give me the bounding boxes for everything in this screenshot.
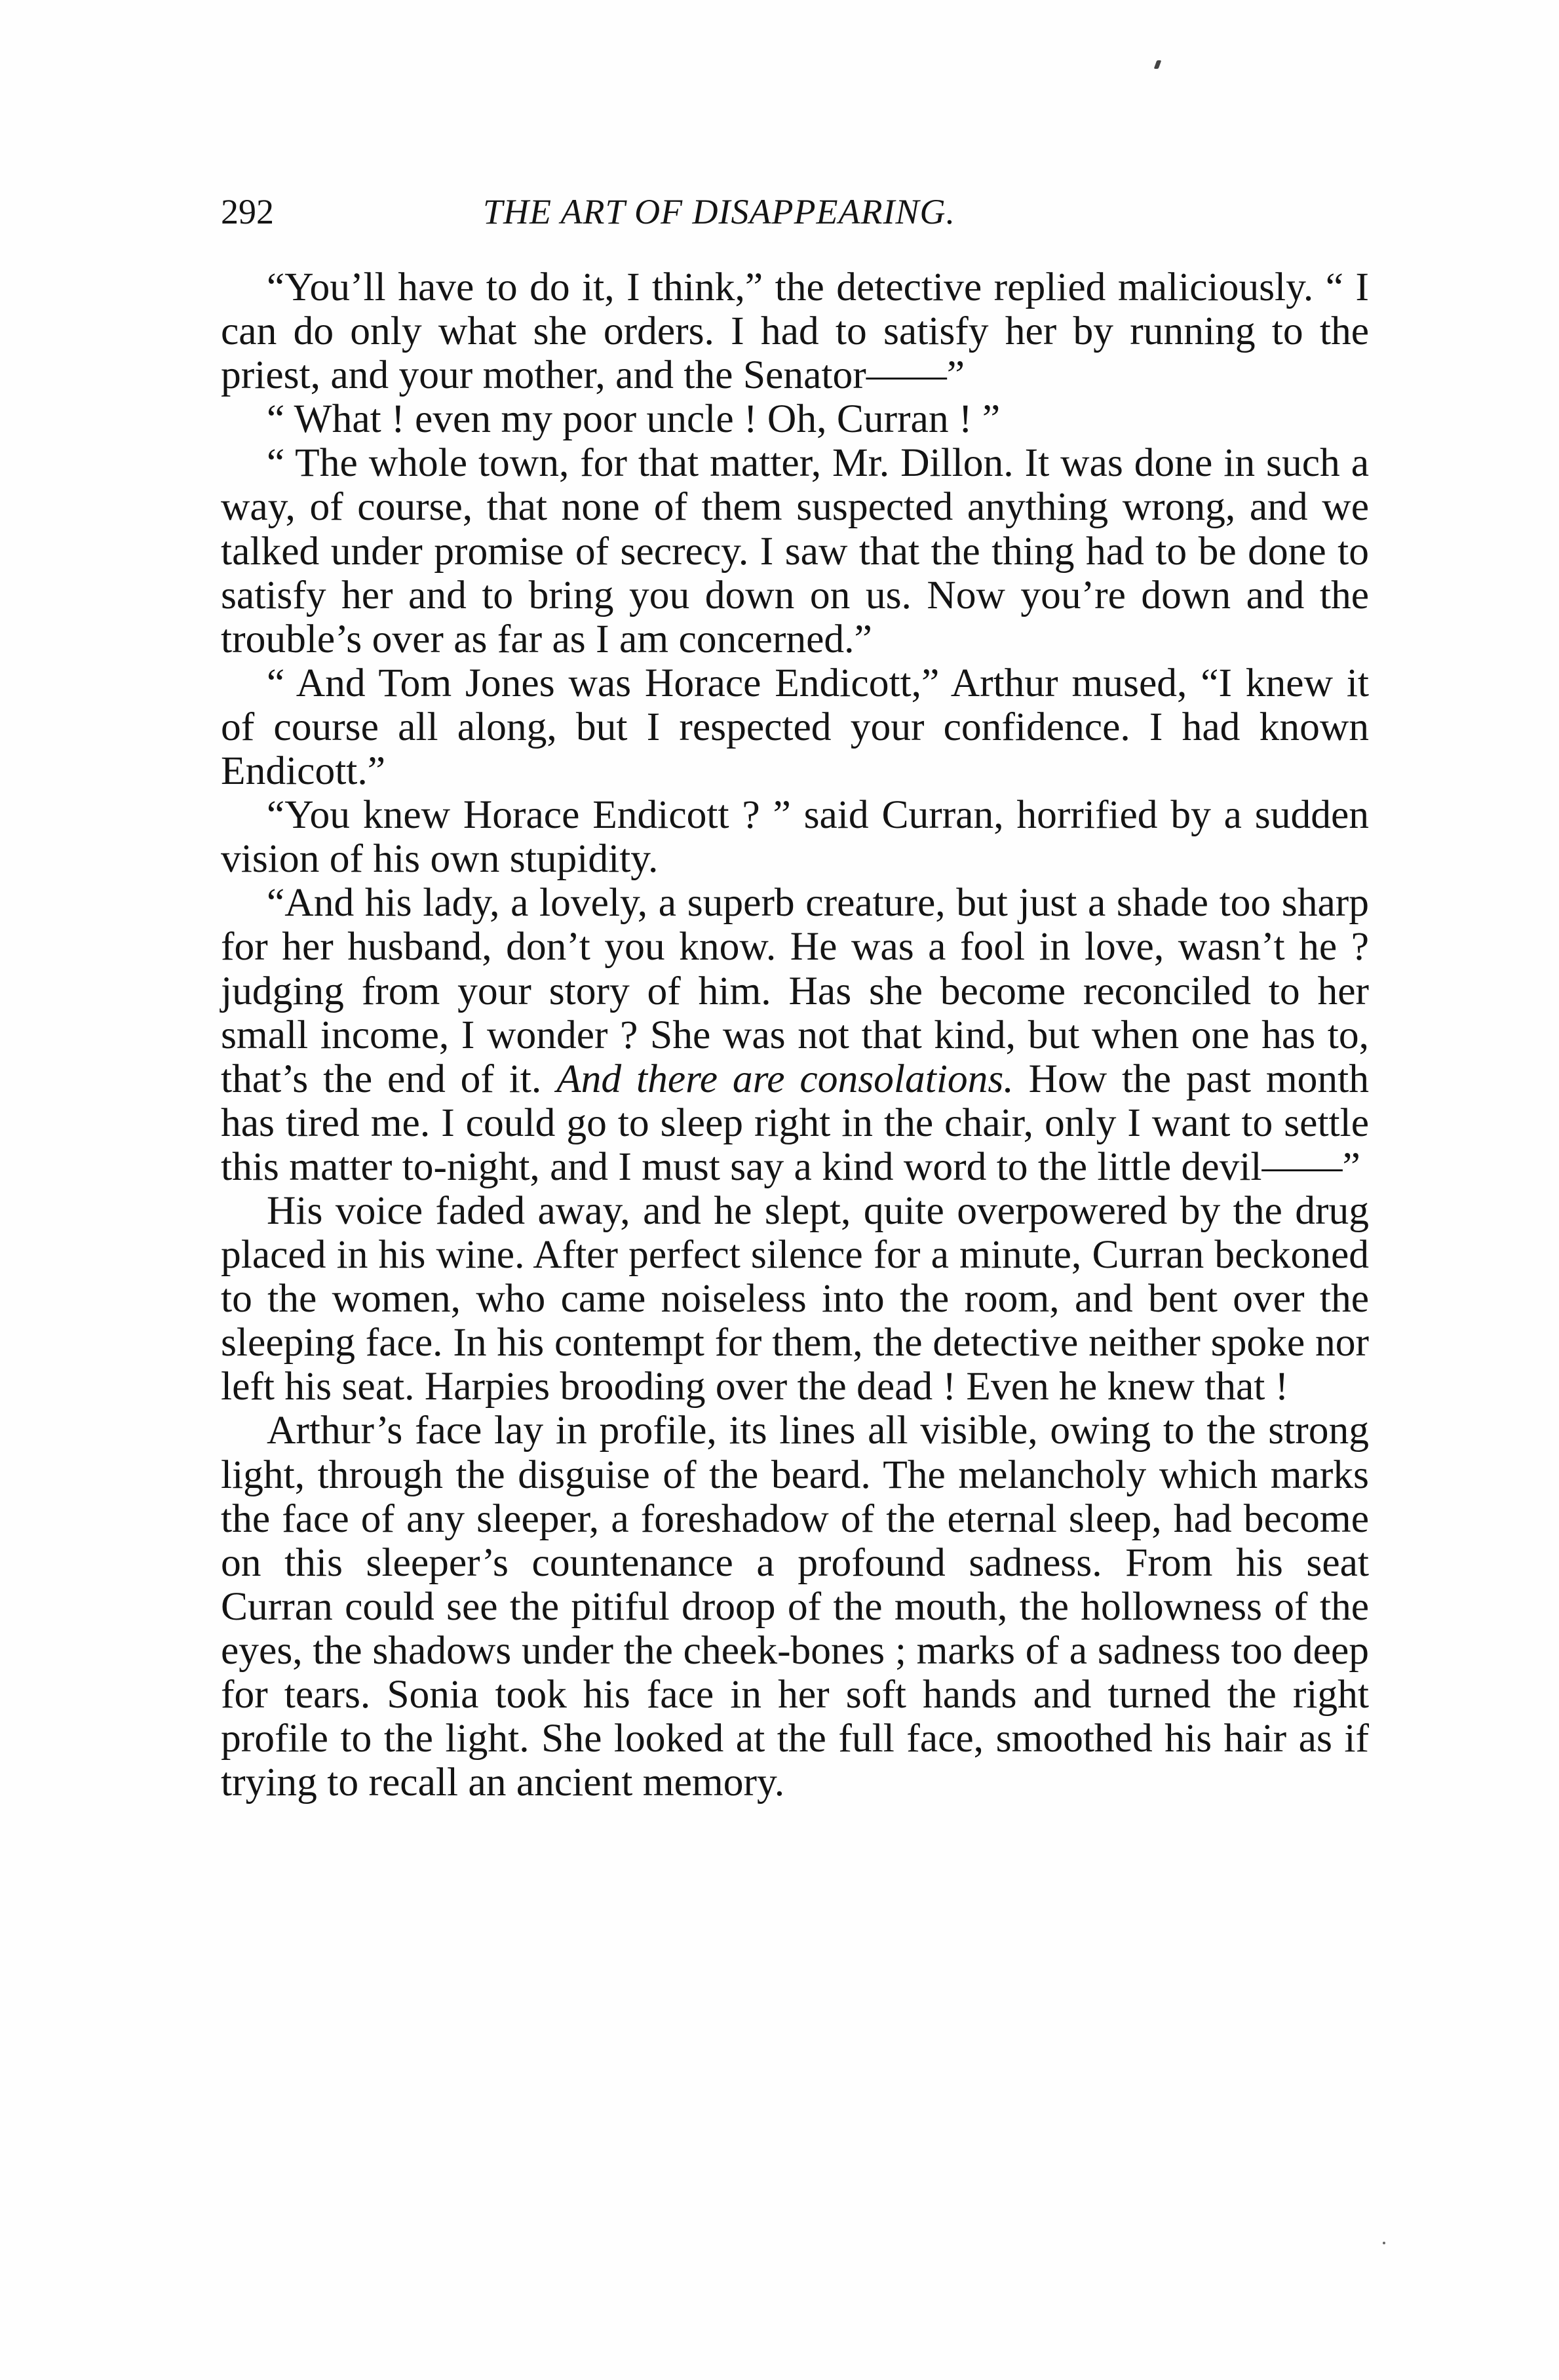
ink-speck <box>1383 2242 1385 2244</box>
paragraph-text: How the past month has tired me. I could go to sleep right in the chair, only I want to settle this matter to-night, and I must say a kind word to the little devil——” <box>221 1056 1369 1189</box>
paragraph-text: “And his lady, a lovely, a superb creature, but just a shade too sharp for her husband, don’t you know. He was a fool in love, wasn’t he ? judging from your story of him. Has she become reconciled to her small income, I wonder ? She was not that kind, but when one has to, that’s the end of it. <box>221 880 1369 1101</box>
paragraph: “You knew Horace Endicott ? ” said Curran, horrified by a sudden vision of his own stupidity. <box>221 792 1369 882</box>
running-head <box>221 189 1361 235</box>
running-title: THE ART OF DISAPPEARING. <box>483 192 955 231</box>
body-text <box>221 265 1369 1805</box>
italic-phrase: And there are consolations. <box>556 1056 1014 1101</box>
paragraph: Arthur’s face lay in profile, its lines all visible, owing to the strong light, through the disguise of the beard. The melancholy which marks the face of any sleeper, a foreshadow of the eternal sleep, had become on this sleeper’s countenance a profound sadness. From his seat Curran could see the pitiful droop of the mouth, the hollowness of the eyes, the shadows under the cheek-bones ; marks of a sadness too deep for tears. Sonia took his face in her soft hands and turned the right profile to the light. She looked at the full face, smoothed his hair as if trying to recall an ancient memory. <box>221 1408 1369 1805</box>
paragraph: “ And Tom Jones was Horace Endicott,” Arthur mused, “I knew it of course all along, but I respected your confidence. I had known Endicott.” <box>221 660 1369 794</box>
paragraph: “You’ll have to do it, I think,” the detective replied maliciously. “ I can do only what she orders. I had to satisfy her by running to the priest, and your mother, and the Senator——” <box>221 265 1369 398</box>
page-number: 292 <box>221 192 274 231</box>
paragraph: “ The whole town, for that matter, Mr. Dillon. It was done in such a way, of course, that none of them suspected anything wrong, and we talked under promise of secrecy. I saw that the thing had to be done to satisfy her and to bring you down on us. Now you’re down and the trouble’s over as far as I am concerned.” <box>221 440 1369 661</box>
paragraph: His voice faded away, and he slept, quite overpowered by the drug placed in his wine. After perfect silence for a minute, Curran beckoned to the women, who came noiseless into the room, and bent over the sleeping face. In his contempt for them, the detective neither spoke nor left his seat. Harpies brooding over the dead ! Even he knew that ! <box>221 1188 1369 1409</box>
ink-speck <box>1154 60 1162 69</box>
paragraph: “ What ! even my poor uncle ! Oh, Curran ! ” <box>267 397 1001 442</box>
paragraph <box>221 881 1369 1189</box>
